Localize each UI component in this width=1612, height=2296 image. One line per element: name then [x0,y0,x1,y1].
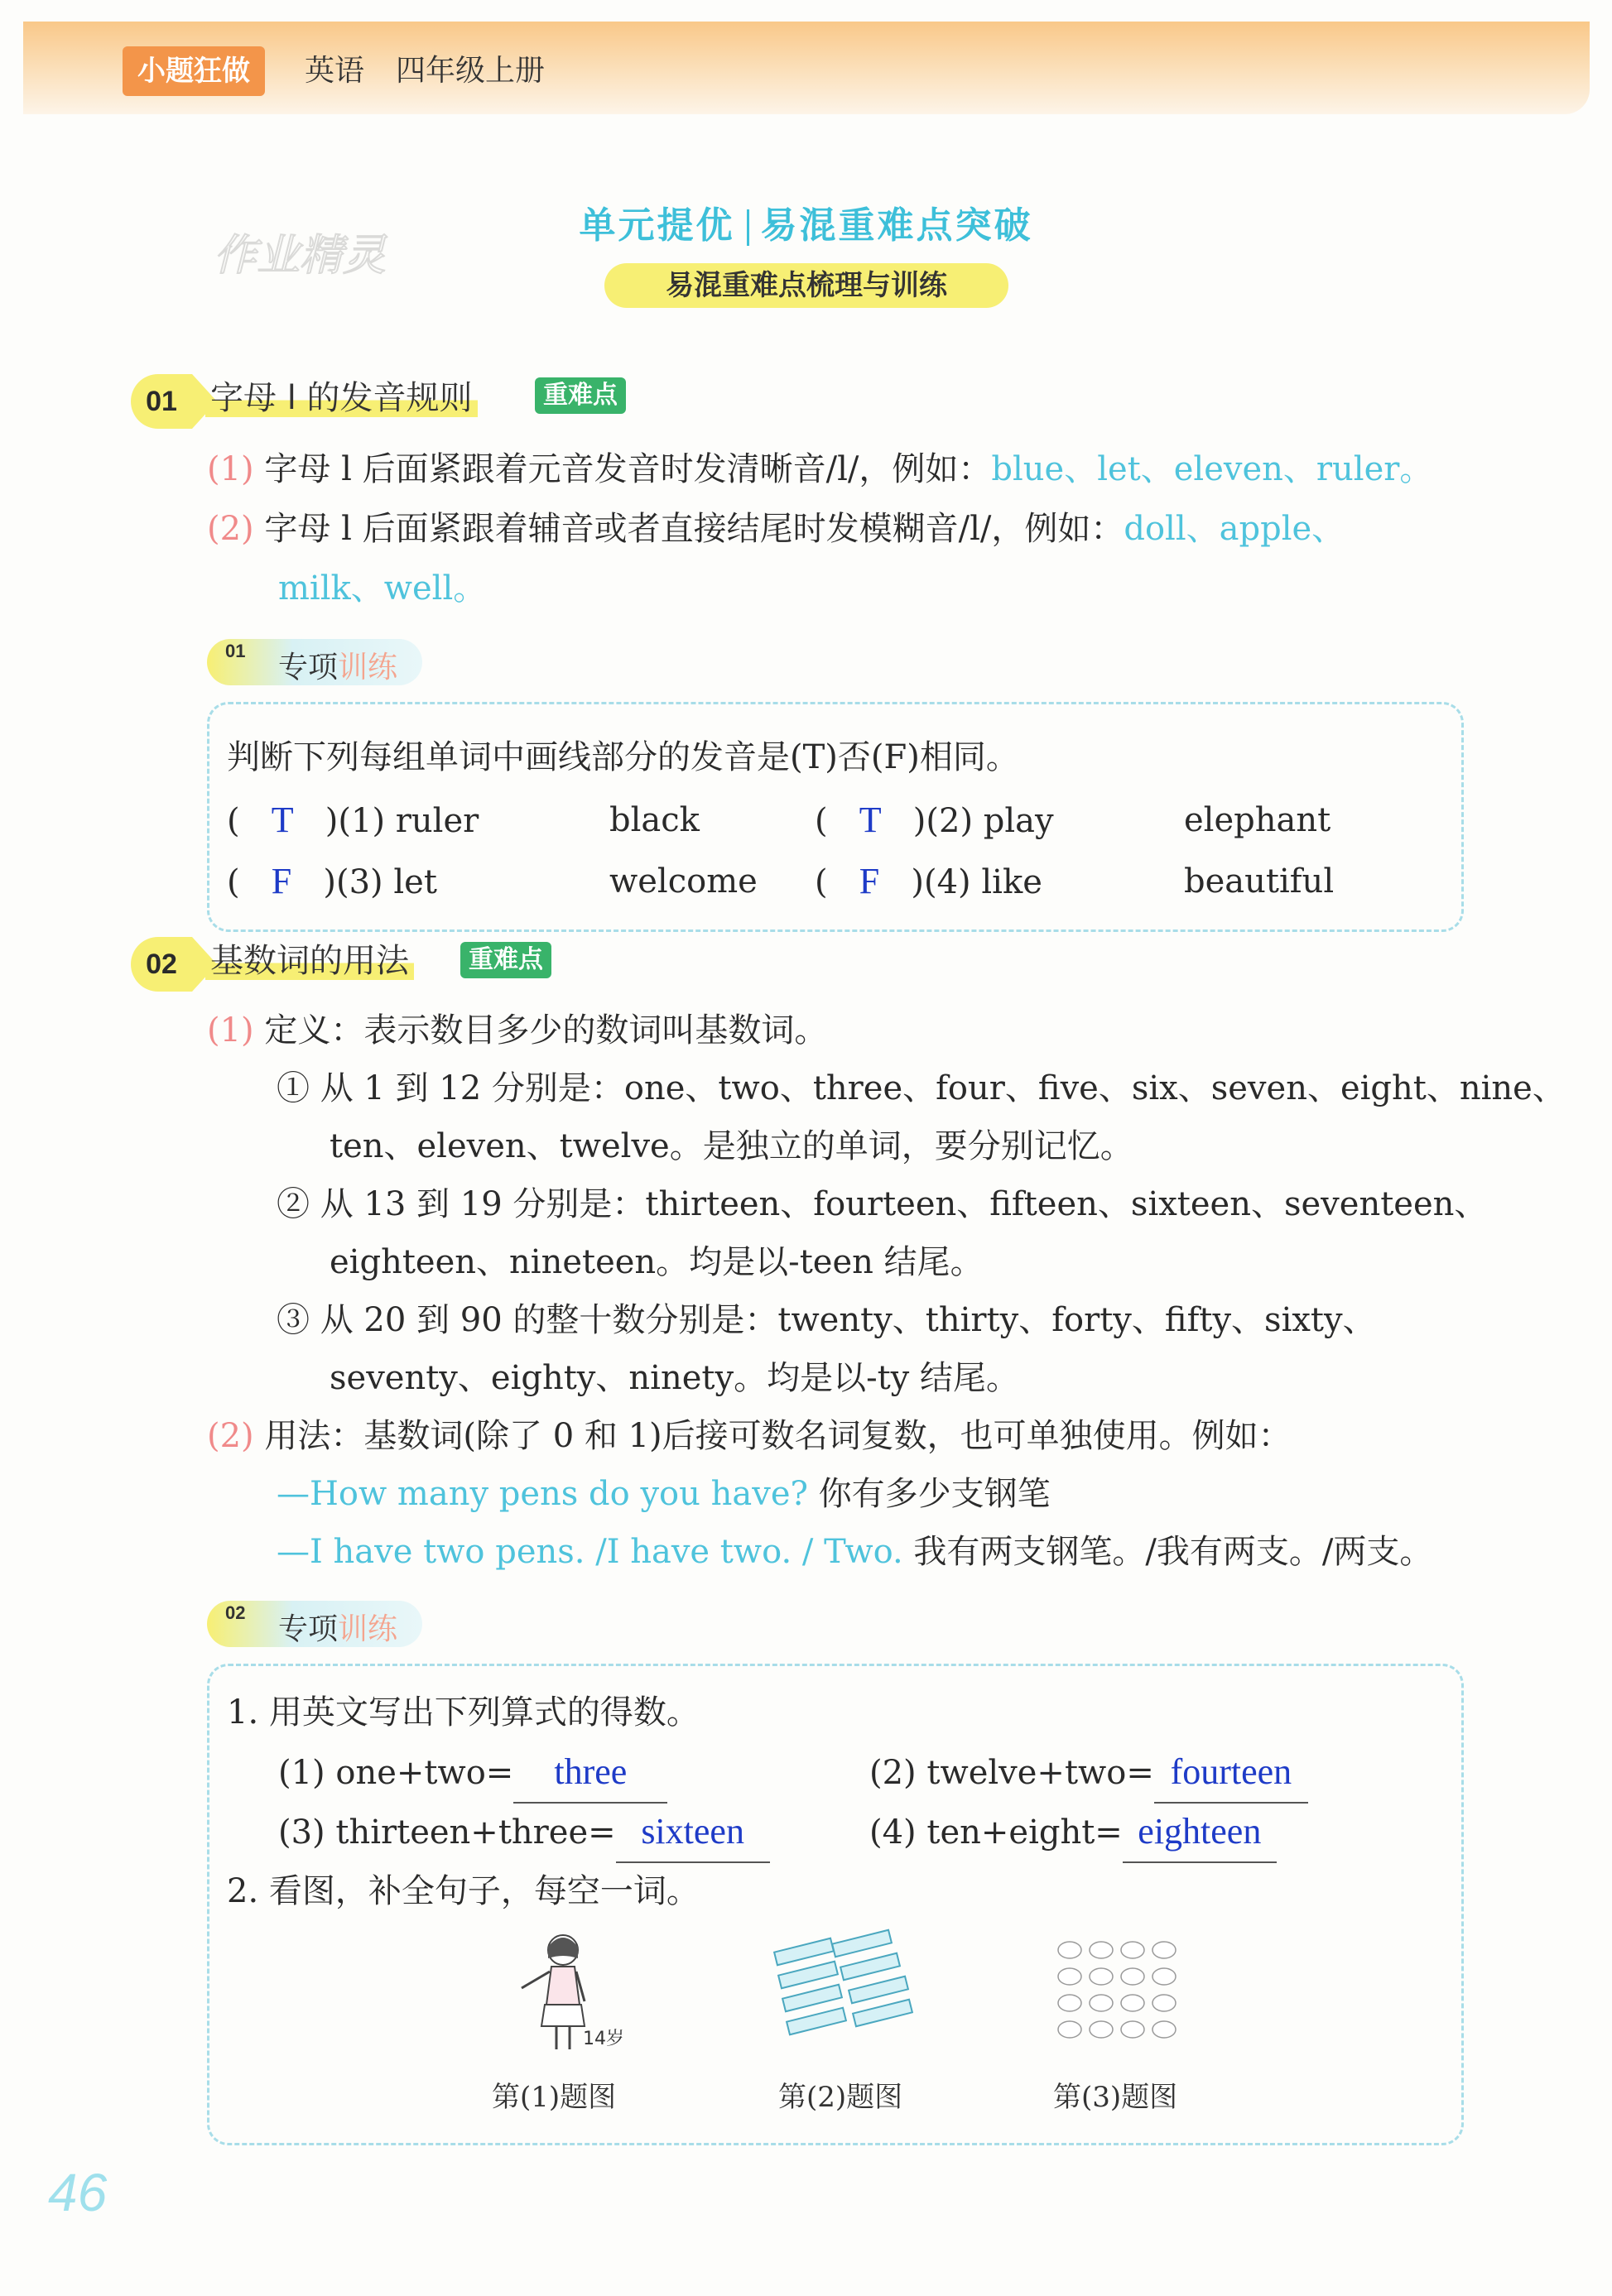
cardinal-definition: (1) 定义：表示数目多少的数词叫基数词。 [207,1011,828,1050]
title-divider [747,209,749,246]
caption-1: 第(1)题图 [492,2081,617,2114]
sum-3: (3) thirteen+three= sixteen [278,1803,770,1863]
rulers-illustration [767,1929,932,2053]
section-1-title: 字母 l 的发音规则 [205,374,478,422]
example-2: —I have two pens. /I have two. / Two. 我有两支钢笔。/我有两支。/两支。 [277,1533,1433,1571]
svg-text:作业精灵: 作业精灵 [214,231,387,281]
practice-2-number: 02 [225,1602,246,1623]
caption-2: 第(2)题图 [778,2081,903,2114]
rule-2-cont: milk、well。 [278,569,487,608]
practice-1-label: 专项训练 [278,651,398,684]
sum-1-answer: three [554,1751,628,1792]
section-2-number: 02 [131,937,192,992]
practice-1-instruction: 判断下列每组单词中画线部分的发音是(T)否(F)相同。 [227,738,1019,776]
watermark-logo [207,217,414,291]
grade-label: 四年级上册 [396,54,546,88]
sum-4: (4) ten+eight= eighteen [869,1803,1277,1863]
cardinal-line-5: ③ 从 20 到 90 的整十数分别是：twenty、thirty、forty、fifty、sixty、 [277,1301,1376,1339]
page-number: 46 [48,2163,108,2222]
series-tag: 小题狂做 [123,46,265,96]
answer-2: T [859,800,882,840]
answer-3: F [271,861,292,901]
section-1-number: 01 [131,374,192,429]
question-1: 1. 用英文写出下列算式的得数。 [227,1693,700,1732]
cardinal-line-2: ten、eleven、twelve。是独立的单词，要分别记忆。 [330,1127,1133,1165]
question-2: 2. 看图，补全句子，每空一词。 [227,1872,700,1910]
sum-2-answer: fourteen [1170,1751,1292,1792]
tf-item-2: ( T )(2) play [815,800,1054,840]
section-1-badge: 重难点 [535,377,626,414]
sum-2: (2) twelve+two= fourteen [869,1743,1308,1804]
example-1: —How many pens do you have? 你有多少支钢笔 [277,1475,1051,1513]
age-label: 14岁 [583,2029,624,2049]
cardinal-line-1: ① 从 1 到 12 分别是：one、two、three、four、five、six、seven、eight、nine、 [277,1069,1566,1107]
subtitle-pill: 易混重难点梳理与训练 [604,263,1008,308]
subject-label: 英语 [305,54,365,88]
tf-item-1-word2: black [609,801,700,839]
rule-1: (1) 字母 l 后面紧跟着元音发音时发清晰音/l/，例如：blue、let、eleven、ruler。 [207,450,1433,488]
answer-4: F [859,861,880,901]
cardinal-usage: (2) 用法：基数词(除了 0 和 1)后接可数名词复数，也可单独使用。例如： [207,1417,1292,1455]
cardinal-line-3: ② 从 13 到 19 分别是：thirteen、fourteen、fifteen、sixteen、seventeen、 [277,1185,1488,1223]
sum-3-answer: sixteen [641,1811,744,1852]
sum-4-answer: eighteen [1138,1811,1262,1852]
section-2-badge: 重难点 [460,942,551,978]
tf-item-4-word2: beautiful [1184,862,1335,901]
cardinal-line-6: seventy、eighty、ninety。均是以-ty 结尾。 [330,1359,1019,1397]
practice-1-number: 01 [225,641,246,661]
cardinal-line-4: eighteen、nineteen。均是以-teen 结尾。 [330,1243,984,1281]
caption-3: 第(3)题图 [1053,2081,1178,2114]
title-right: 易混重难点突破 [760,204,1033,247]
practice-2-label: 专项训练 [278,1612,398,1646]
answer-1: T [271,800,294,840]
tf-item-3-word2: welcome [609,862,758,901]
tf-item-1: ( T )(1) ruler [227,800,479,840]
tf-item-4: ( F )(4) like [815,861,1042,901]
tf-item-3: ( F )(3) let [227,861,437,901]
sum-1: (1) one+two= three [278,1743,667,1804]
rule-2: (2) 字母 l 后面紧跟着辅音或者直接结尾时发模糊音/l/，例如：doll、apple、 [207,510,1345,548]
section-2-title: 基数词的用法 [205,937,414,985]
title-left: 单元提优 [579,204,735,247]
sheep-illustration [1056,1937,1197,2044]
tf-item-2-word2: elephant [1184,801,1331,839]
